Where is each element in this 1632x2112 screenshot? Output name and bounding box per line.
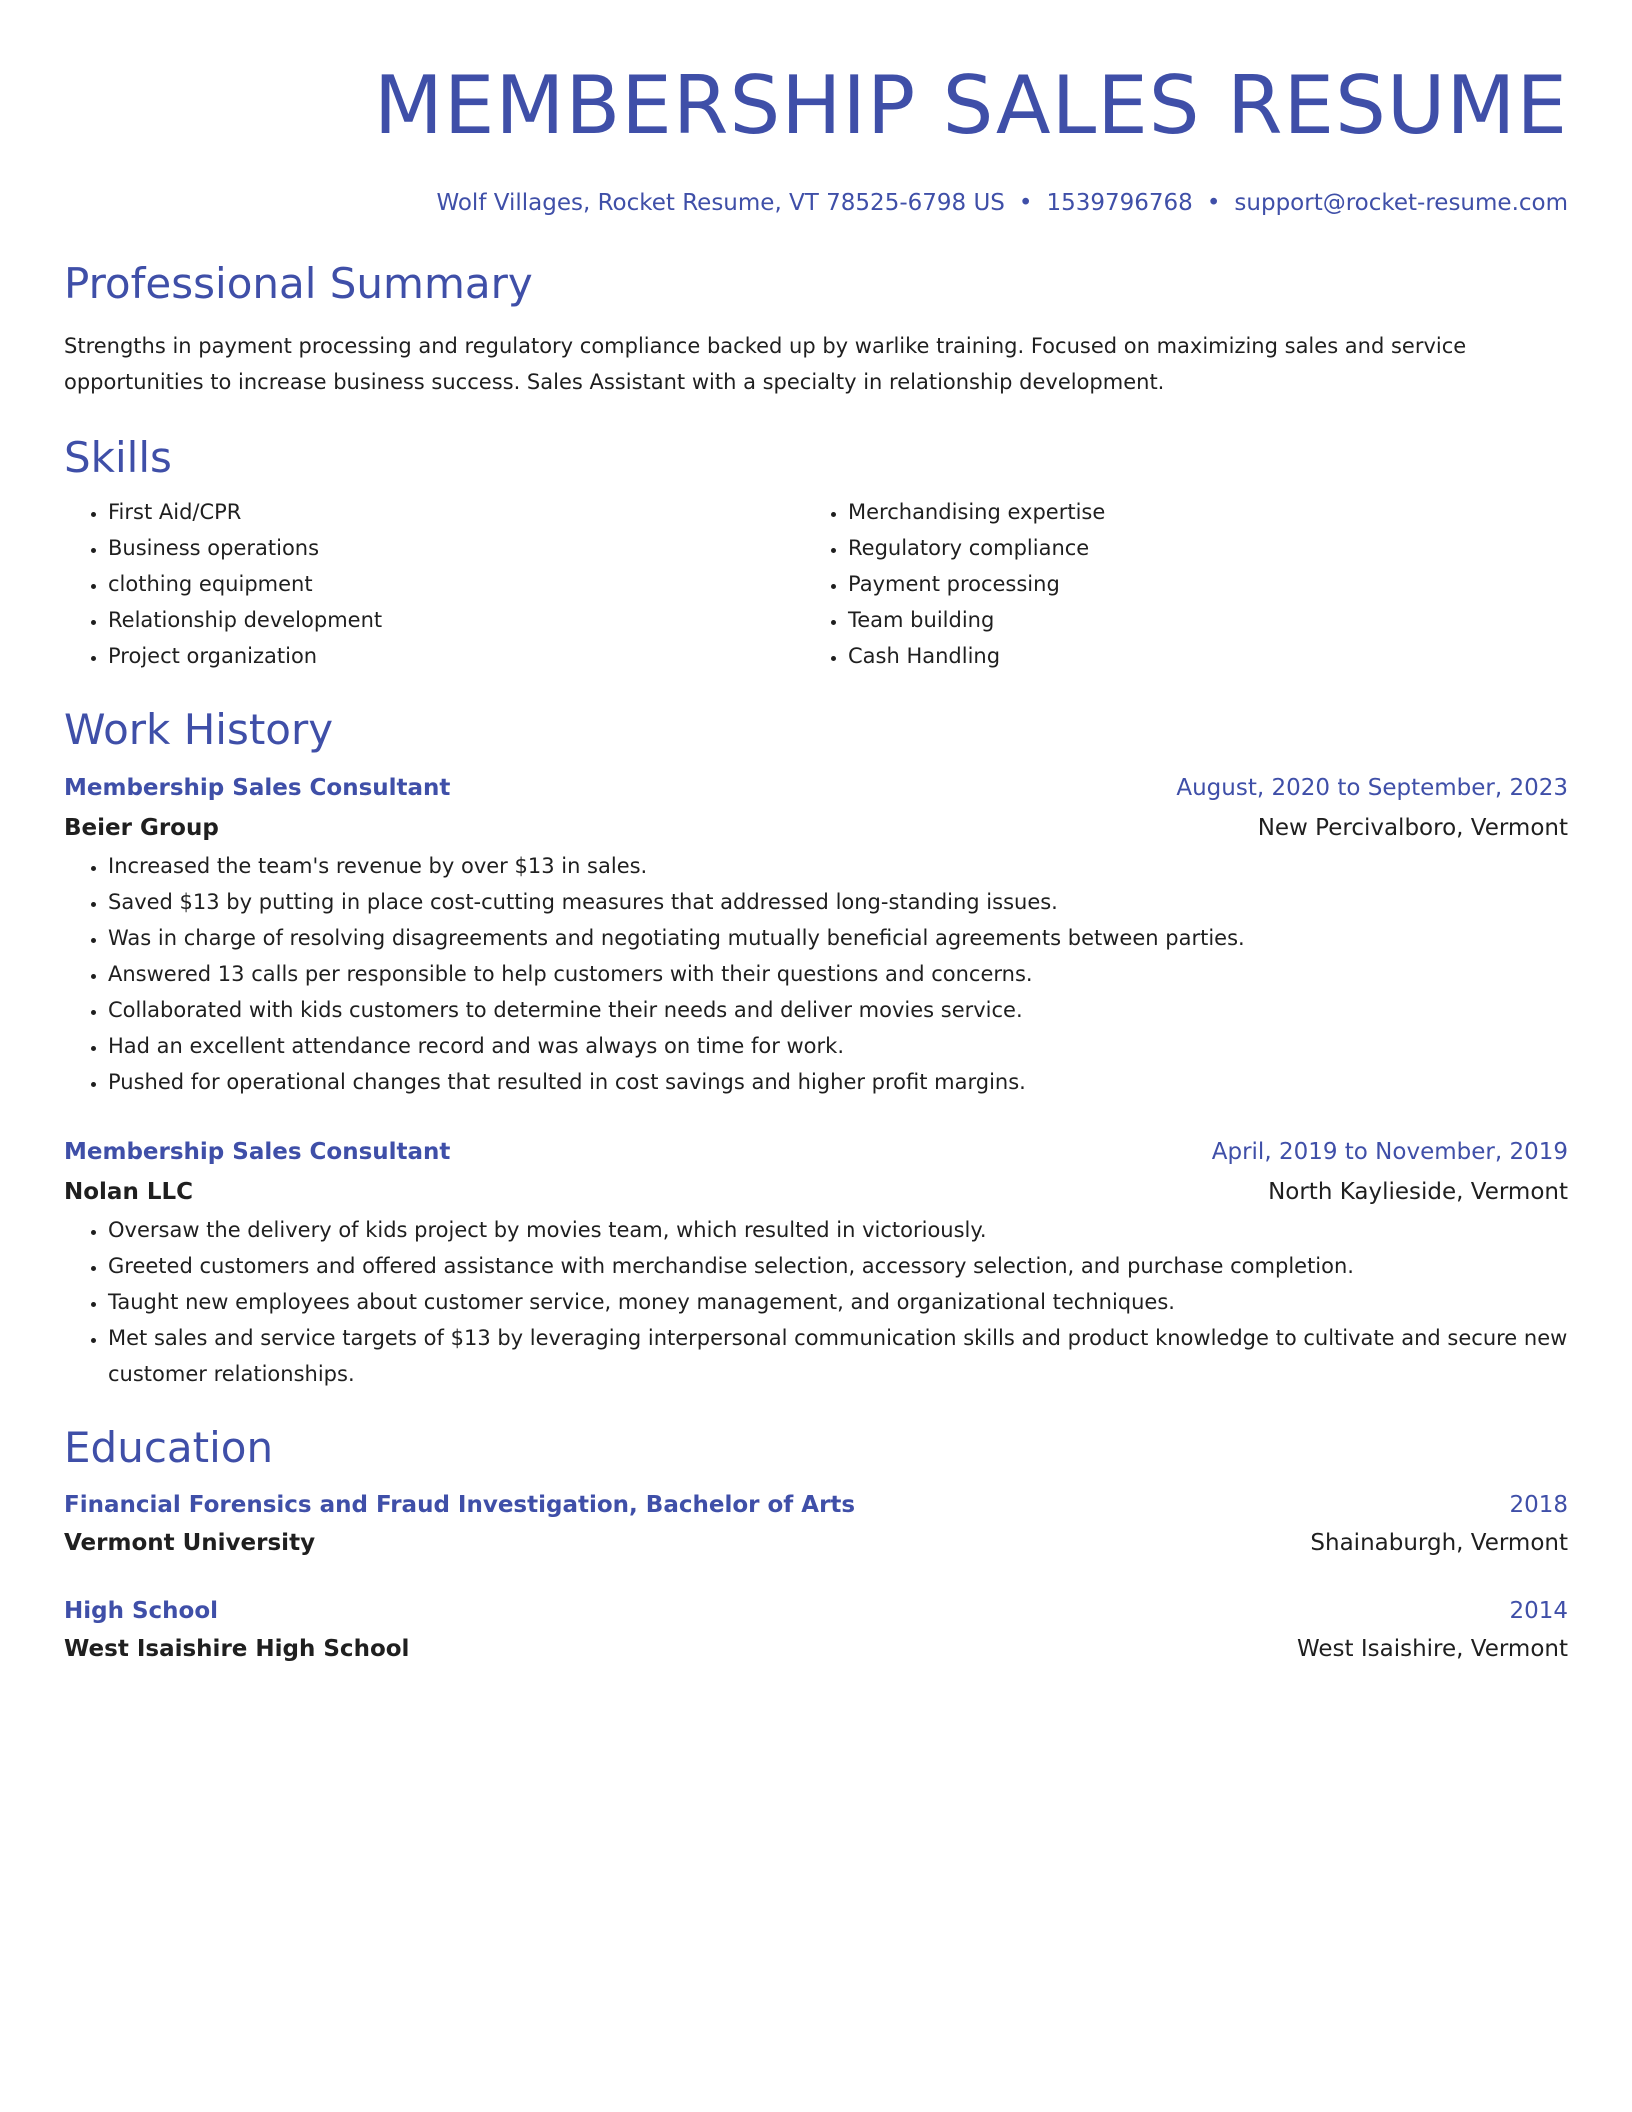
education-year: 2018 [1509, 1492, 1568, 1518]
contact-separator: • [1018, 190, 1033, 216]
job-location: North Kaylieside, Vermont [1268, 1179, 1568, 1205]
job-bullet: • Oversaw the delivery of kids project by movies team, which resulted in victoriously. [108, 1212, 1568, 1248]
job-dates: April, 2019 to November, 2019 [1211, 1139, 1568, 1165]
skill-item: • First Aid/CPR [108, 494, 804, 530]
job-bullet: • Increased the team's revenue by over $13 in sales. [108, 848, 1568, 884]
skill-item: • Business operations [108, 530, 804, 566]
contact-email: support@rocket-resume.com [1234, 190, 1568, 216]
skill-item: • Cash Handling [848, 638, 1568, 674]
skill-item: • clothing equipment [108, 566, 804, 602]
skill-item: • Regulatory compliance [848, 530, 1568, 566]
education-degree: Financial Forensics and Fraud Investigation, Bachelor of Arts [64, 1492, 856, 1518]
education-entry [64, 1592, 1568, 1668]
skills-heading: Skills [64, 433, 172, 482]
education-degree-row [64, 1592, 1568, 1630]
skill-item: • Payment processing [848, 566, 1568, 602]
job-bullet: • Greeted customers and offered assistance with merchandise selection, accessory selection, and purchase completion. [108, 1248, 1568, 1284]
job-company-row [64, 808, 1568, 848]
job-company: Beier Group [64, 815, 219, 841]
job-bullet: • Was in charge of resolving disagreements and negotiating mutually beneficial agreements between parties. [108, 920, 1568, 956]
job-title-row [64, 768, 1568, 808]
job-company: Nolan LLC [64, 1179, 194, 1205]
job-title: Membership Sales Consultant [64, 775, 451, 801]
skills-column-right [804, 494, 1568, 674]
education-entry [64, 1486, 1568, 1562]
job-title: Membership Sales Consultant [64, 1139, 451, 1165]
education-degree-row [64, 1486, 1568, 1524]
work-history-heading: Work History [64, 705, 334, 754]
job-bullet: • Pushed for operational changes that resulted in cost savings and higher profit margins. [108, 1064, 1568, 1100]
job-bullet: • Collaborated with kids customers to determine their needs and deliver movies service. [108, 992, 1568, 1028]
job-bullet: • Saved $13 by putting in place cost-cutting measures that addressed long-standing issues. [108, 884, 1568, 920]
resume-title: MEMBERSHIP SALES RESUME [373, 59, 1568, 152]
skill-item: • Merchandising expertise [848, 494, 1568, 530]
education-year: 2014 [1509, 1598, 1568, 1624]
job-bullet: • Had an excellent attendance record and was always on time for work. [108, 1028, 1568, 1064]
summary-text: Strengths in payment processing and regulatory compliance backed up by warlike training. Focused on maximizing sales and service opportunities to increase business success. Sales Assistant with a specialty in relationship development. [64, 334, 1467, 394]
job-location: New Percivalboro, Vermont [1257, 815, 1568, 841]
job-bullet: • Answered 13 calls per responsible to help customers with their questions and concerns. [108, 956, 1568, 992]
job-responsibilities [64, 848, 1568, 1100]
education-degree: High School [64, 1598, 219, 1624]
education-school-row [64, 1524, 1568, 1562]
job-bullet: • Met sales and service targets of $13 by leveraging interpersonal communication skills and product knowledge to cultivate and secure new customer relationships. [108, 1320, 1568, 1392]
education-location: West Isaishire, Vermont [1296, 1636, 1568, 1662]
skills-list [64, 494, 1568, 674]
skills-column-left [64, 494, 804, 674]
contact-line [64, 188, 1568, 218]
job-company-row [64, 1172, 1568, 1212]
contact-address: Wolf Villages, Rocket Resume, VT 78525-6798 US [436, 190, 1005, 216]
summary-heading: Professional Summary [64, 259, 533, 308]
job-responsibilities [64, 1212, 1568, 1392]
job-dates: August, 2020 to September, 2023 [1176, 775, 1568, 801]
education-school-row [64, 1630, 1568, 1668]
skill-item: • Project organization [108, 638, 804, 674]
skill-item: • Team building [848, 602, 1568, 638]
job-title-row [64, 1132, 1568, 1172]
contact-phone: 1539796768 [1046, 190, 1193, 216]
contact-separator: • [1206, 190, 1221, 216]
job-entry [64, 768, 1568, 1100]
education-school: West Isaishire High School [64, 1636, 410, 1662]
education-heading: Education [64, 1423, 274, 1472]
education-location: Shainaburgh, Vermont [1310, 1530, 1568, 1556]
skill-item: • Relationship development [108, 602, 804, 638]
resume-header [64, 58, 1568, 218]
education-school: Vermont University [64, 1530, 316, 1556]
job-bullet: • Taught new employees about customer service, money management, and organizational techniques. [108, 1284, 1568, 1320]
job-entry [64, 1132, 1568, 1392]
